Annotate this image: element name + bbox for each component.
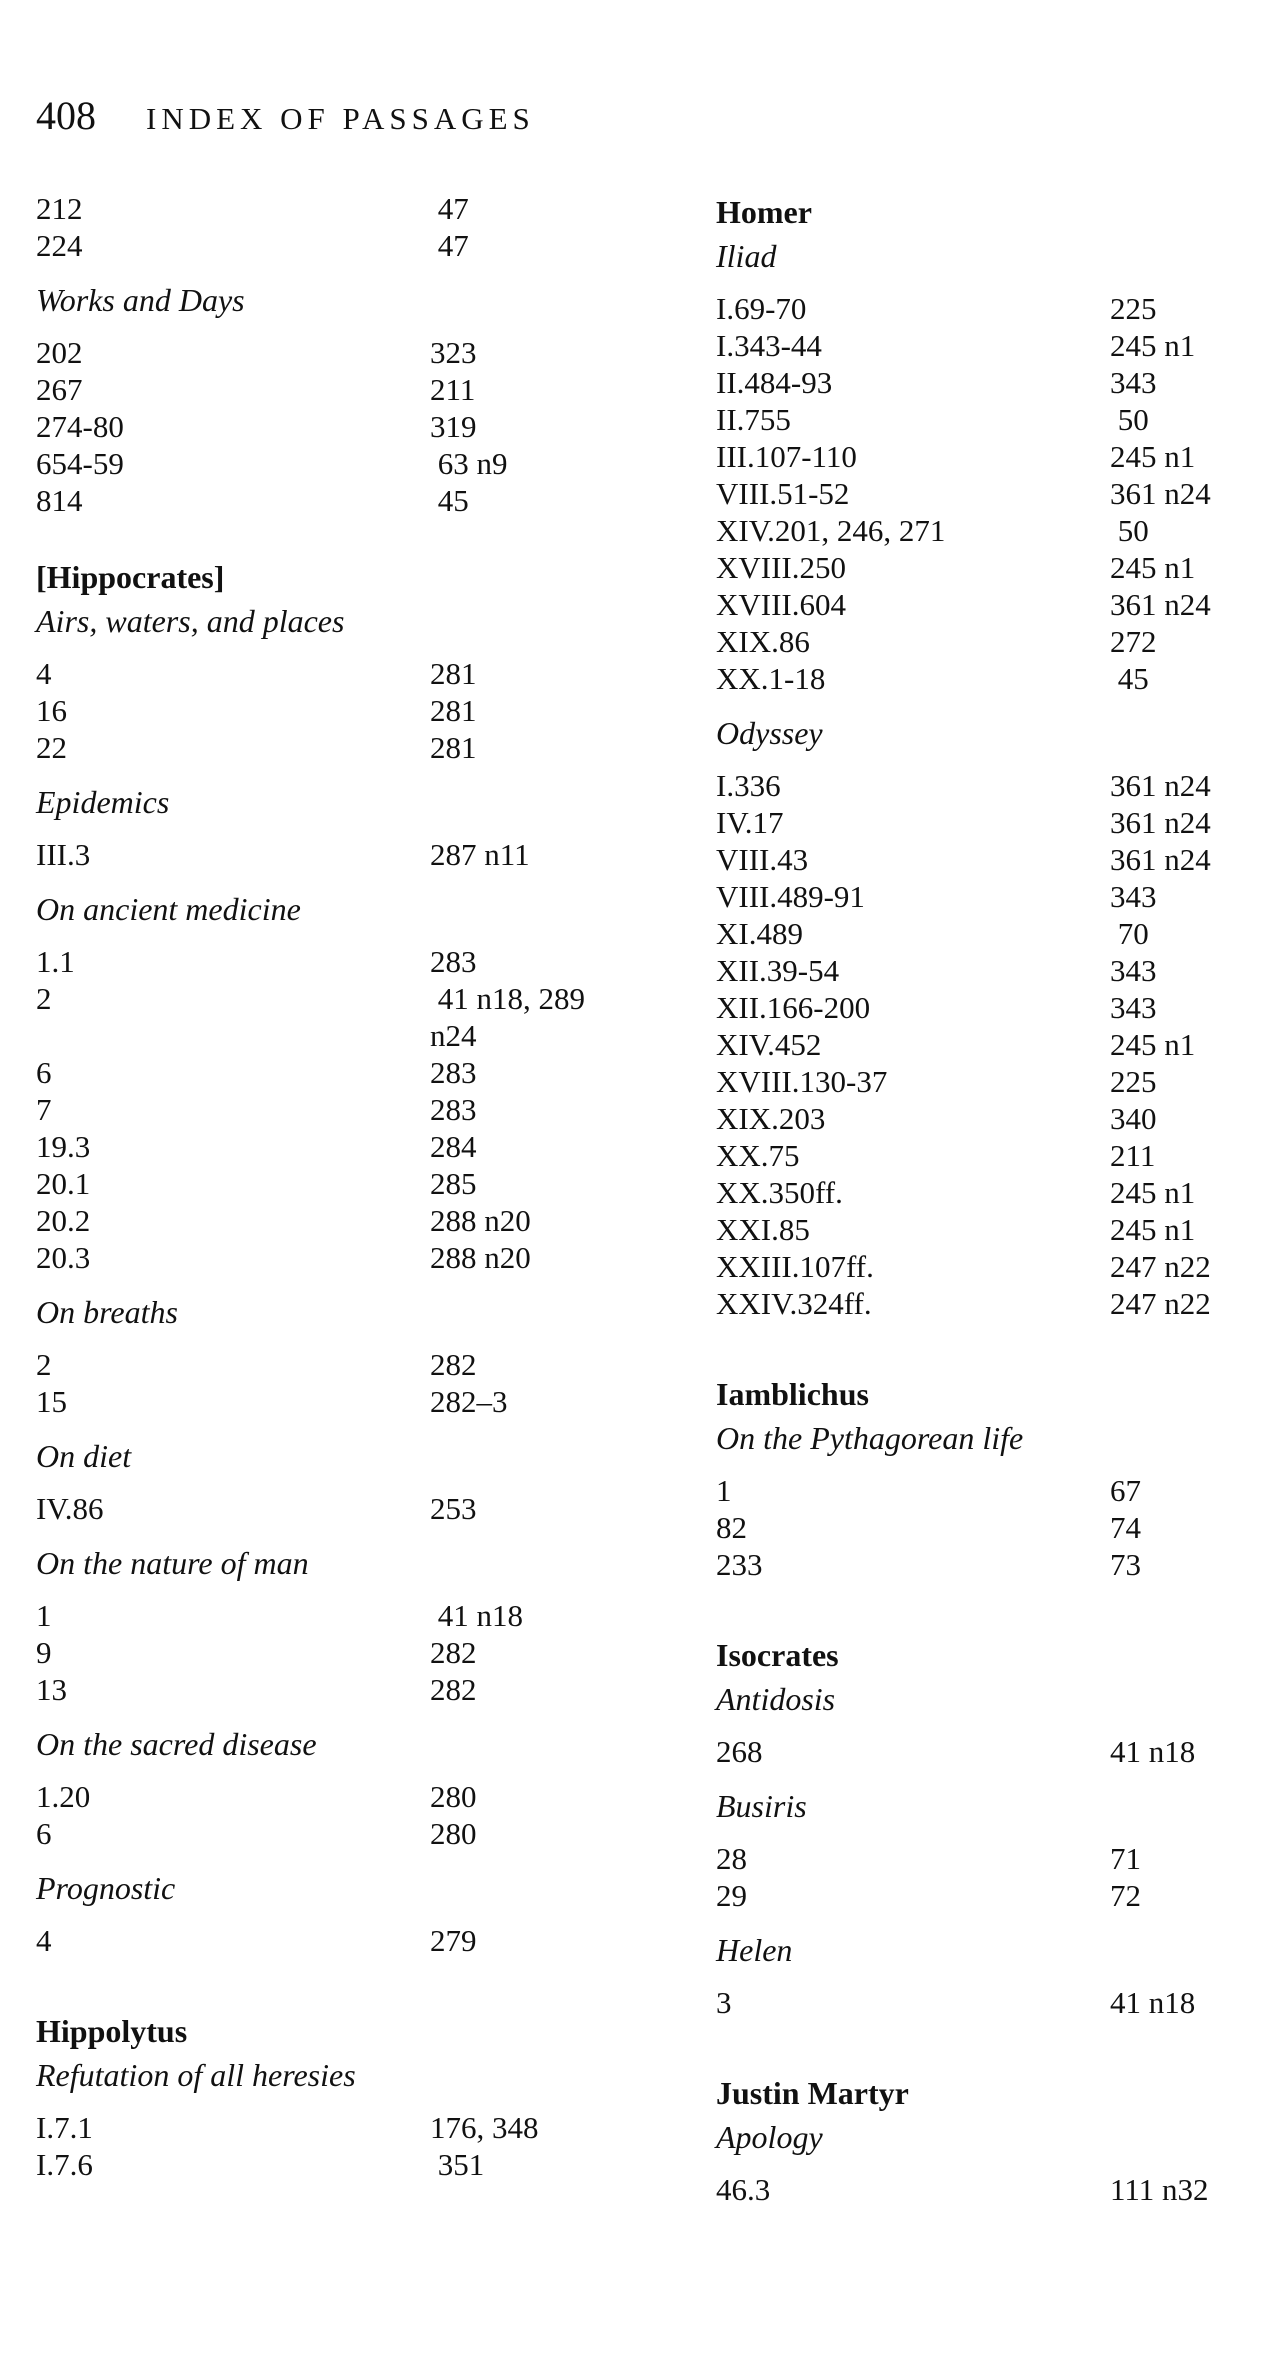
passage-location: 29 bbox=[716, 1878, 747, 1913]
passage-location: 19.3 bbox=[36, 1129, 91, 1164]
page-reference: 41 n18, 289 n24 bbox=[430, 981, 585, 1053]
page-reference: 281 bbox=[430, 730, 477, 765]
index-entry bbox=[36, 1597, 636, 1634]
passage-location: 233 bbox=[716, 1547, 763, 1582]
entry-group bbox=[716, 290, 1236, 697]
page-reference: 176, 348 bbox=[430, 2110, 539, 2145]
index-entry bbox=[36, 655, 636, 692]
page-reference: 72 bbox=[1110, 1878, 1141, 1913]
index-entry bbox=[716, 623, 1236, 660]
page-reference: 343 bbox=[1110, 879, 1157, 914]
index-entry bbox=[716, 1509, 1236, 1546]
index-entry bbox=[716, 1248, 1236, 1285]
index-entry bbox=[716, 2171, 1236, 2208]
passage-location: 1 bbox=[36, 1598, 52, 1633]
page-reference: 225 bbox=[1110, 291, 1157, 326]
passage-location: I.7.1 bbox=[36, 2110, 93, 2145]
page-reference: 343 bbox=[1110, 365, 1157, 400]
entry-group bbox=[36, 655, 636, 766]
passage-location: XXIV.324ff. bbox=[716, 1286, 872, 1321]
index-entry bbox=[716, 989, 1236, 1026]
passage-location: 13 bbox=[36, 1672, 67, 1707]
passage-location: 20.3 bbox=[36, 1240, 91, 1275]
index-entry bbox=[716, 475, 1236, 512]
index-entry bbox=[716, 1733, 1236, 1770]
work-title: On the nature of man bbox=[36, 1545, 309, 1581]
passage-location: 20.2 bbox=[36, 1203, 91, 1238]
index-entry bbox=[716, 841, 1236, 878]
index-entry bbox=[36, 729, 636, 766]
entry-group bbox=[716, 2171, 1236, 2208]
passage-location: XX.1-18 bbox=[716, 661, 826, 696]
page-reference: 340 bbox=[1110, 1101, 1157, 1136]
passage-location: 15 bbox=[36, 1384, 67, 1419]
index-entry bbox=[36, 371, 636, 408]
passage-location: I.336 bbox=[716, 768, 781, 803]
passage-location: XXI.85 bbox=[716, 1212, 810, 1247]
index-entry bbox=[36, 1922, 636, 1959]
index-entry bbox=[716, 549, 1236, 586]
passage-location: XI.489 bbox=[716, 916, 803, 951]
index-entry bbox=[36, 1128, 636, 1165]
page-reference: 288 n20 bbox=[430, 1203, 531, 1238]
passage-location: I.7.6 bbox=[36, 2147, 93, 2182]
passage-location: II.484-93 bbox=[716, 365, 833, 400]
passage-location: XIV.452 bbox=[716, 1027, 822, 1062]
author-name: Isocrates bbox=[716, 1637, 839, 1673]
index-entry bbox=[36, 943, 636, 980]
passage-location: 224 bbox=[36, 228, 83, 263]
left-authors bbox=[36, 555, 636, 2183]
passage-location: VIII.489-91 bbox=[716, 879, 865, 914]
passage-location: XX.350ff. bbox=[716, 1175, 843, 1210]
work-title: Apology bbox=[716, 2119, 823, 2155]
index-entry bbox=[36, 334, 636, 371]
entry-group bbox=[36, 1778, 636, 1852]
passage-location: XIV.201, 246, 271 bbox=[716, 513, 946, 548]
index-entry bbox=[36, 408, 636, 445]
passage-location: III.3 bbox=[36, 837, 91, 872]
work-title: Busiris bbox=[716, 1788, 807, 1824]
work-title: Epidemics bbox=[36, 784, 170, 820]
page-reference: 225 bbox=[1110, 1064, 1157, 1099]
page-reference: 280 bbox=[430, 1779, 477, 1814]
page-reference: 245 n1 bbox=[1110, 550, 1196, 585]
work-title: Prognostic bbox=[36, 1870, 176, 1906]
index-entry bbox=[716, 1472, 1236, 1509]
passage-location: 274-80 bbox=[36, 409, 124, 444]
page-reference: 283 bbox=[430, 1092, 477, 1127]
index-entry bbox=[36, 1490, 636, 1527]
work-title: Helen bbox=[716, 1932, 793, 1968]
author-entry bbox=[716, 1372, 1236, 1583]
page-reference: 285 bbox=[430, 1166, 477, 1201]
left-column bbox=[36, 190, 636, 2197]
work-title: On the sacred disease bbox=[36, 1726, 317, 1762]
author-name: [Hippocrates] bbox=[36, 559, 225, 595]
index-entry bbox=[716, 512, 1236, 549]
passage-location: 28 bbox=[716, 1841, 747, 1876]
index-entry bbox=[716, 660, 1236, 697]
work-title: Iliad bbox=[716, 238, 777, 274]
passage-location: XVIII.604 bbox=[716, 587, 846, 622]
index-entry bbox=[716, 327, 1236, 364]
entry-group bbox=[36, 1597, 636, 1708]
page-reference: 361 n24 bbox=[1110, 587, 1211, 622]
passage-location: 4 bbox=[36, 1923, 52, 1958]
index-entry bbox=[36, 190, 636, 227]
passage-location: I.69-70 bbox=[716, 291, 807, 326]
work-title: On breaths bbox=[36, 1294, 178, 1330]
passage-location: IV.86 bbox=[36, 1491, 104, 1526]
page-reference: 67 bbox=[1110, 1473, 1141, 1508]
author-entry bbox=[36, 555, 636, 1959]
passage-location: XII.39-54 bbox=[716, 953, 840, 988]
index-entry bbox=[716, 1840, 1236, 1877]
entry-group bbox=[36, 190, 636, 264]
index-entry bbox=[36, 445, 636, 482]
index-entry bbox=[36, 1778, 636, 1815]
passage-location: 3 bbox=[716, 1985, 732, 2020]
page-reference: 45 bbox=[1110, 661, 1149, 696]
index-entry bbox=[36, 1634, 636, 1671]
entry-group bbox=[36, 2109, 636, 2183]
index-entry bbox=[36, 980, 636, 1054]
work-title: On diet bbox=[36, 1438, 132, 1474]
index-entry bbox=[36, 482, 636, 519]
passage-location: 212 bbox=[36, 191, 83, 226]
index-entry bbox=[716, 767, 1236, 804]
work-title: Airs, waters, and places bbox=[36, 603, 345, 639]
page-number: 408 bbox=[36, 93, 96, 138]
page-reference: 282–3 bbox=[430, 1384, 508, 1419]
author-entry bbox=[716, 2071, 1236, 2208]
page-reference: 282 bbox=[430, 1347, 477, 1382]
index-entry bbox=[716, 1211, 1236, 1248]
author-entry bbox=[716, 1633, 1236, 2021]
passage-location: IV.17 bbox=[716, 805, 784, 840]
running-title: INDEX OF PASSAGES bbox=[146, 101, 535, 136]
entry-group bbox=[716, 1984, 1236, 2021]
entry-group bbox=[36, 943, 636, 1276]
index-entry bbox=[716, 878, 1236, 915]
page-reference: 319 bbox=[430, 409, 477, 444]
passage-location: XIX.203 bbox=[716, 1101, 826, 1136]
index-entry bbox=[716, 438, 1236, 475]
index-entry bbox=[36, 1054, 636, 1091]
author-name: Hippolytus bbox=[36, 2013, 188, 2049]
page-reference: 50 bbox=[1110, 513, 1149, 548]
index-entry bbox=[716, 1063, 1236, 1100]
index-entry bbox=[716, 915, 1236, 952]
page-reference: 283 bbox=[430, 944, 477, 979]
page-reference: 343 bbox=[1110, 990, 1157, 1025]
page-reference: 361 n24 bbox=[1110, 476, 1211, 511]
passage-location: 814 bbox=[36, 483, 83, 518]
page-reference: 253 bbox=[430, 1491, 477, 1526]
page-reference: 211 bbox=[1110, 1138, 1156, 1173]
author-entry bbox=[36, 2009, 636, 2183]
passage-location: I.343-44 bbox=[716, 328, 822, 363]
passage-location: 6 bbox=[36, 1055, 52, 1090]
page-reference: 245 n1 bbox=[1110, 1175, 1196, 1210]
page-reference: 247 n22 bbox=[1110, 1286, 1211, 1321]
author-name: Justin Martyr bbox=[716, 2075, 909, 2111]
passage-location: 2 bbox=[36, 1347, 52, 1382]
author-name: Homer bbox=[716, 194, 812, 230]
passage-location: 9 bbox=[36, 1635, 52, 1670]
page-reference: 281 bbox=[430, 656, 477, 691]
right-column bbox=[716, 190, 1236, 2222]
page-reference: 211 bbox=[430, 372, 476, 407]
passage-location: XIX.86 bbox=[716, 624, 810, 659]
passage-location: XX.75 bbox=[716, 1138, 800, 1173]
passage-location: XVIII.250 bbox=[716, 550, 846, 585]
passage-location: 654-59 bbox=[36, 446, 124, 481]
page-reference: 45 bbox=[430, 483, 469, 518]
entry-group bbox=[36, 836, 636, 873]
work-title: Works and Days bbox=[36, 282, 245, 318]
page-reference: 272 bbox=[1110, 624, 1157, 659]
page-reference: 41 n18 bbox=[430, 1598, 523, 1633]
passage-location: 2 bbox=[36, 981, 52, 1016]
index-entry bbox=[36, 1239, 636, 1276]
passage-location: III.107-110 bbox=[716, 439, 857, 474]
passage-location: 46.3 bbox=[716, 2172, 771, 2207]
passage-location: 20.1 bbox=[36, 1166, 91, 1201]
continued-entries bbox=[36, 190, 636, 519]
index-entry bbox=[716, 1546, 1236, 1583]
index-entry bbox=[716, 1285, 1236, 1322]
page-reference: 71 bbox=[1110, 1841, 1141, 1876]
index-entry bbox=[716, 364, 1236, 401]
work-title: Refutation of all heresies bbox=[36, 2057, 356, 2093]
page-reference: 351 bbox=[430, 2147, 485, 2182]
index-entry bbox=[36, 2109, 636, 2146]
page-reference: 361 n24 bbox=[1110, 842, 1211, 877]
page-reference: 47 bbox=[430, 228, 469, 263]
index-entry bbox=[716, 586, 1236, 623]
passage-location: XII.166-200 bbox=[716, 990, 871, 1025]
index-entry bbox=[36, 1671, 636, 1708]
work-title: Antidosis bbox=[716, 1681, 836, 1717]
page-reference: 63 n9 bbox=[430, 446, 508, 481]
page-reference: 288 n20 bbox=[430, 1240, 531, 1275]
work-title: On ancient medicine bbox=[36, 891, 301, 927]
index-entry bbox=[36, 836, 636, 873]
index-entry bbox=[716, 290, 1236, 327]
page-reference: 281 bbox=[430, 693, 477, 728]
author-name: Iamblichus bbox=[716, 1376, 869, 1412]
page-reference: 70 bbox=[1110, 916, 1149, 951]
page-reference: 73 bbox=[1110, 1547, 1141, 1582]
page-reference: 41 n18 bbox=[1110, 1734, 1196, 1769]
page-reference: 245 n1 bbox=[1110, 1027, 1196, 1062]
page-reference: 245 n1 bbox=[1110, 1212, 1196, 1247]
page-reference: 323 bbox=[430, 335, 477, 370]
entry-group bbox=[36, 1922, 636, 1959]
page-reference: 284 bbox=[430, 1129, 477, 1164]
author-entry bbox=[716, 190, 1236, 1322]
passage-location: VIII.51-52 bbox=[716, 476, 850, 511]
page-reference: 343 bbox=[1110, 953, 1157, 988]
page-reference: 282 bbox=[430, 1635, 477, 1670]
passage-location: 4 bbox=[36, 656, 52, 691]
entry-group bbox=[716, 767, 1236, 1322]
page-reference: 41 n18 bbox=[1110, 1985, 1196, 2020]
index-entry bbox=[716, 804, 1236, 841]
page-reference: 74 bbox=[1110, 1510, 1141, 1545]
index-entry bbox=[716, 1026, 1236, 1063]
passage-location: 1.20 bbox=[36, 1779, 91, 1814]
passage-location: 7 bbox=[36, 1092, 52, 1127]
index-entry bbox=[36, 1165, 636, 1202]
work-title: Odyssey bbox=[716, 715, 823, 751]
running-header bbox=[36, 92, 535, 142]
page-reference: 280 bbox=[430, 1816, 477, 1851]
index-entry bbox=[36, 227, 636, 264]
page-reference: 245 n1 bbox=[1110, 328, 1196, 363]
index-entry bbox=[36, 2146, 636, 2183]
page-reference: 245 n1 bbox=[1110, 439, 1196, 474]
index-entry bbox=[36, 1091, 636, 1128]
index-entry bbox=[716, 1137, 1236, 1174]
passage-location: XXIII.107ff. bbox=[716, 1249, 874, 1284]
passage-location: 268 bbox=[716, 1734, 763, 1769]
index-entry bbox=[36, 1202, 636, 1239]
page-reference: 247 n22 bbox=[1110, 1249, 1211, 1284]
index-entry bbox=[716, 1174, 1236, 1211]
entry-group bbox=[716, 1472, 1236, 1583]
passage-location: 82 bbox=[716, 1510, 747, 1545]
entry-group bbox=[36, 1346, 636, 1420]
page-reference: 279 bbox=[430, 1923, 477, 1958]
page-reference: 50 bbox=[1110, 402, 1149, 437]
passage-location: 1.1 bbox=[36, 944, 75, 979]
passage-location: VIII.43 bbox=[716, 842, 809, 877]
page-reference: 361 n24 bbox=[1110, 768, 1211, 803]
page-reference: 282 bbox=[430, 1672, 477, 1707]
passage-location: II.755 bbox=[716, 402, 791, 437]
page-reference: 111 n32 bbox=[1110, 2172, 1209, 2207]
index-entry bbox=[716, 1877, 1236, 1914]
index-entry bbox=[716, 1100, 1236, 1137]
entry-group bbox=[716, 1733, 1236, 1770]
index-entry bbox=[716, 952, 1236, 989]
page-reference: 287 n11 bbox=[430, 837, 530, 872]
entry-group bbox=[36, 334, 636, 519]
page-reference: 283 bbox=[430, 1055, 477, 1090]
entry-group bbox=[36, 1490, 636, 1527]
index-entry bbox=[36, 1383, 636, 1420]
work-title: On the Pythagorean life bbox=[716, 1420, 1024, 1456]
index-entry bbox=[716, 1984, 1236, 2021]
page-reference: 47 bbox=[430, 191, 469, 226]
index-entry bbox=[36, 692, 636, 729]
entry-group bbox=[716, 1840, 1236, 1914]
passage-location: 22 bbox=[36, 730, 67, 765]
index-entry bbox=[36, 1815, 636, 1852]
passage-location: 1 bbox=[716, 1473, 732, 1508]
passage-location: 6 bbox=[36, 1816, 52, 1851]
page-reference: 361 n24 bbox=[1110, 805, 1211, 840]
passage-location: 202 bbox=[36, 335, 83, 370]
passage-location: 267 bbox=[36, 372, 83, 407]
index-entry bbox=[36, 1346, 636, 1383]
index-entry bbox=[716, 401, 1236, 438]
passage-location: 16 bbox=[36, 693, 67, 728]
passage-location: XVIII.130-37 bbox=[716, 1064, 888, 1099]
